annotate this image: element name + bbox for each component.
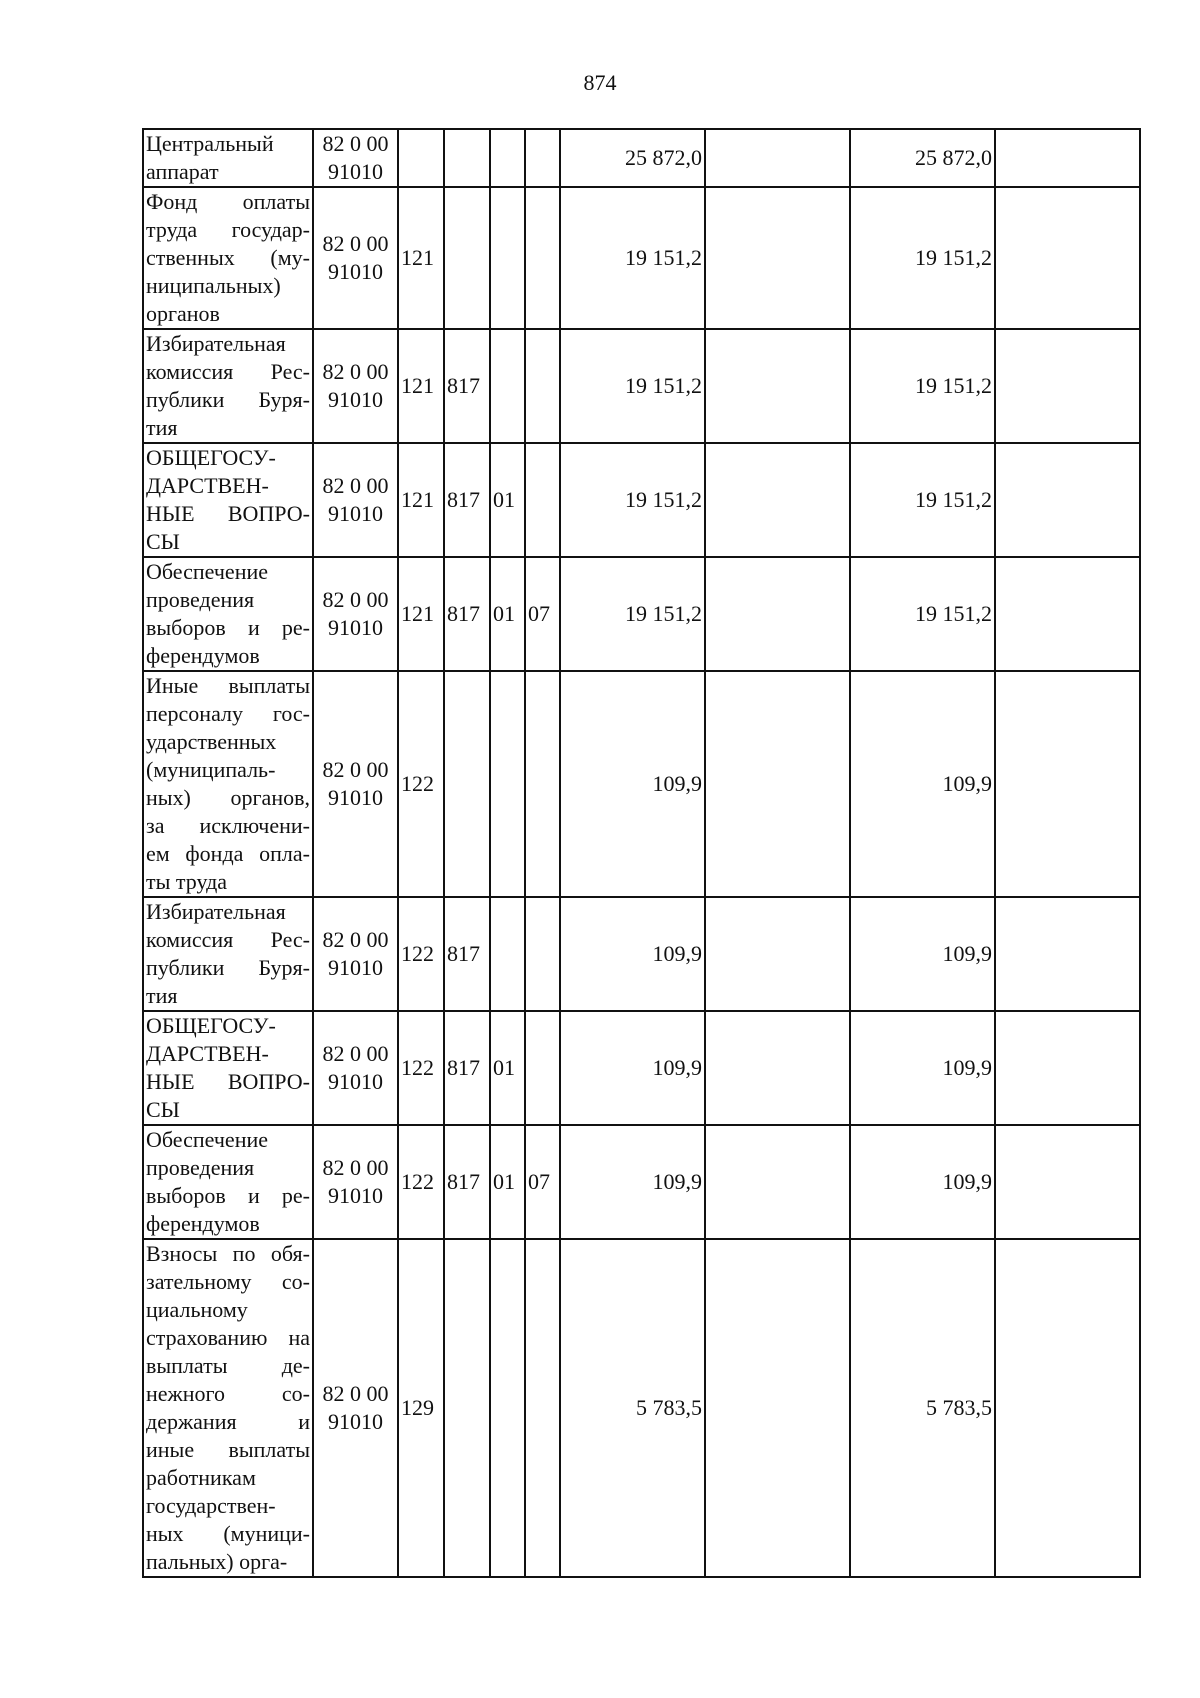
row-name-line: ственных (му- [146,245,310,270]
row-col-9 [995,671,1140,897]
row-name-line: персоналу гос- [146,701,310,726]
row-grbs: 817 [444,1011,490,1125]
row-name-line: Центральный [146,131,274,156]
row-csr-line: 82 0 00 [322,231,389,256]
row-sum-2: 19 151,2 [850,557,995,671]
row-csr [313,187,398,329]
row-csr-line: 82 0 00 [322,1041,389,1066]
row-rz: 01 [490,1011,525,1125]
table-row [143,557,1140,671]
row-name-line: циальному [146,1297,248,1322]
row-csr [313,897,398,1011]
row-csr [313,129,398,187]
row-pr [525,671,560,897]
row-col-9 [995,1011,1140,1125]
row-name-line: Избирательная [146,899,286,924]
row-col-7 [705,1011,850,1125]
row-csr [313,443,398,557]
row-name-line: выплаты де- [146,1353,310,1378]
row-grbs [444,671,490,897]
row-name-line: Фонд оплаты [146,189,310,214]
row-csr-line: 82 0 00 [322,1381,389,1406]
row-vr: 122 [398,671,444,897]
page-number: 874 [583,70,617,95]
row-name-line: Иные выплаты [146,673,310,698]
row-vr: 122 [398,1011,444,1125]
row-csr [313,1125,398,1239]
row-name [143,1239,313,1577]
row-name-line: тия [146,415,178,440]
table-row [143,187,1140,329]
row-csr-line: 82 0 00 [322,1155,389,1180]
row-name [143,443,313,557]
row-col-7 [705,897,850,1011]
row-name-line: проведения [146,587,255,612]
row-name-line: ОБЩЕГОСУ- [146,445,276,470]
row-name-line: пальных) орга- [146,1549,288,1574]
row-sum-2: 19 151,2 [850,187,995,329]
row-col-7 [705,1125,850,1239]
row-col-7 [705,329,850,443]
row-csr [313,557,398,671]
row-name-line: комиссия Рес- [146,927,310,952]
row-name-line: публики Буря- [146,955,310,980]
row-csr-line: 91010 [328,159,383,184]
row-col-7 [705,671,850,897]
row-sum-1: 19 151,2 [560,557,705,671]
row-col-9 [995,129,1140,187]
row-sum-1: 109,9 [560,1125,705,1239]
row-csr [313,1011,398,1125]
row-grbs: 817 [444,557,490,671]
row-name-line: нежного со- [146,1381,310,1406]
row-grbs [444,187,490,329]
row-csr-line: 91010 [328,1183,383,1208]
row-sum-1: 109,9 [560,1011,705,1125]
row-csr-line: 82 0 00 [322,927,389,952]
row-col-7 [705,187,850,329]
row-sum-1: 109,9 [560,897,705,1011]
row-pr [525,1239,560,1577]
row-csr [313,671,398,897]
table-row [143,443,1140,557]
row-name-line: комиссия Рес- [146,359,310,384]
row-name-line: страхованию на [146,1325,310,1350]
row-sum-2: 109,9 [850,1011,995,1125]
row-rz [490,1239,525,1577]
row-name-line: ударственных [146,729,277,754]
table-row [143,129,1140,187]
row-name-line: органов [146,301,220,326]
table-body [143,129,1140,1577]
row-name-line: работникам [146,1465,256,1490]
row-name-line: ДАРСТВЕН- [146,1041,269,1066]
row-name [143,1125,313,1239]
row-name [143,557,313,671]
row-pr [525,1011,560,1125]
row-rz [490,187,525,329]
row-sum-2: 19 151,2 [850,329,995,443]
row-csr-line: 91010 [328,785,383,810]
row-sum-2: 19 151,2 [850,443,995,557]
row-csr [313,1239,398,1577]
row-vr: 122 [398,1125,444,1239]
row-sum-2: 109,9 [850,671,995,897]
row-grbs [444,1239,490,1577]
row-csr-line: 91010 [328,501,383,526]
row-pr: 07 [525,557,560,671]
row-pr [525,187,560,329]
row-grbs: 817 [444,1125,490,1239]
row-name-line: ферендумов [146,1211,260,1236]
row-name-line: ниципальных) [146,273,281,298]
row-name-line: ДАРСТВЕН- [146,473,269,498]
row-sum-1: 109,9 [560,671,705,897]
row-rz: 01 [490,443,525,557]
row-pr: 07 [525,1125,560,1239]
row-name-line: держания и [146,1409,310,1434]
row-name [143,329,313,443]
row-name-line: ОБЩЕГОСУ- [146,1013,276,1038]
row-col-9 [995,443,1140,557]
table-row [143,329,1140,443]
row-csr-line: 82 0 00 [322,587,389,612]
row-pr [525,129,560,187]
row-name-line: тия [146,983,178,1008]
row-col-7 [705,443,850,557]
row-csr-line: 91010 [328,955,383,980]
table-row [143,1239,1140,1577]
row-sum-1: 5 783,5 [560,1239,705,1577]
row-grbs: 817 [444,443,490,557]
row-vr: 121 [398,329,444,443]
row-name-line: выборов и ре- [146,1183,310,1208]
row-name-line: ты труда [146,869,228,894]
row-sum-1: 19 151,2 [560,329,705,443]
row-rz [490,329,525,443]
row-name-line: зательному со- [146,1269,310,1294]
row-col-7 [705,129,850,187]
table-row [143,1125,1140,1239]
row-name-line: ферендумов [146,643,260,668]
row-name-line: НЫЕ ВОПРО- [146,1069,310,1094]
row-vr: 121 [398,443,444,557]
row-sum-2: 25 872,0 [850,129,995,187]
row-pr [525,443,560,557]
row-name-line: аппарат [146,159,219,184]
row-rz: 01 [490,557,525,671]
row-rz [490,671,525,897]
row-vr [398,129,444,187]
row-name-line: за исключени- [146,813,310,838]
row-grbs: 817 [444,329,490,443]
row-name-line: иные выплаты [146,1437,310,1462]
row-col-9 [995,897,1140,1011]
row-name [143,129,313,187]
row-name-line: Обеспечение [146,1127,268,1152]
row-name-line: ных) органов, [146,785,310,810]
row-rz: 01 [490,1125,525,1239]
row-csr-line: 82 0 00 [322,757,389,782]
row-name-line: ем фонда опла- [146,841,310,866]
row-name-line: труда государ- [146,217,310,242]
row-csr-line: 82 0 00 [322,131,389,156]
row-csr-line: 91010 [328,387,383,412]
row-sum-1: 19 151,2 [560,443,705,557]
row-vr: 122 [398,897,444,1011]
table-row [143,897,1140,1011]
row-name [143,671,313,897]
row-name-line: ных (муници- [146,1521,310,1546]
row-csr-line: 82 0 00 [322,359,389,384]
budget-table [142,128,1141,1578]
row-name-line: проведения [146,1155,255,1180]
row-csr-line: 91010 [328,1069,383,1094]
row-col-9 [995,329,1140,443]
row-col-7 [705,557,850,671]
row-name-line: публики Буря- [146,387,310,412]
row-sum-2: 109,9 [850,897,995,1011]
row-vr: 121 [398,187,444,329]
row-col-9 [995,187,1140,329]
row-name-line: НЫЕ ВОПРО- [146,501,310,526]
table-row [143,671,1140,897]
table-row [143,1011,1140,1125]
row-name-line: СЫ [146,1097,180,1122]
row-name [143,1011,313,1125]
row-name-line: выборов и ре- [146,615,310,640]
row-sum-2: 5 783,5 [850,1239,995,1577]
row-pr [525,329,560,443]
row-pr [525,897,560,1011]
row-csr-line: 91010 [328,615,383,640]
row-vr: 129 [398,1239,444,1577]
row-name-line: Взносы по обя- [146,1241,310,1266]
row-name-line: СЫ [146,529,180,554]
row-col-9 [995,1239,1140,1577]
row-name [143,187,313,329]
row-name-line: (муниципаль- [146,757,276,782]
row-col-7 [705,1239,850,1577]
row-name-line: Избирательная [146,331,286,356]
row-rz [490,129,525,187]
row-grbs: 817 [444,897,490,1011]
row-vr: 121 [398,557,444,671]
row-name-line: государствен- [146,1493,276,1518]
row-csr-line: 91010 [328,259,383,284]
row-col-9 [995,557,1140,671]
row-csr-line: 82 0 00 [322,473,389,498]
row-csr-line: 91010 [328,1409,383,1434]
row-name [143,897,313,1011]
row-name-line: Обеспечение [146,559,268,584]
row-sum-2: 109,9 [850,1125,995,1239]
row-rz [490,897,525,1011]
row-sum-1: 25 872,0 [560,129,705,187]
row-sum-1: 19 151,2 [560,187,705,329]
row-col-9 [995,1125,1140,1239]
row-grbs [444,129,490,187]
row-csr [313,329,398,443]
